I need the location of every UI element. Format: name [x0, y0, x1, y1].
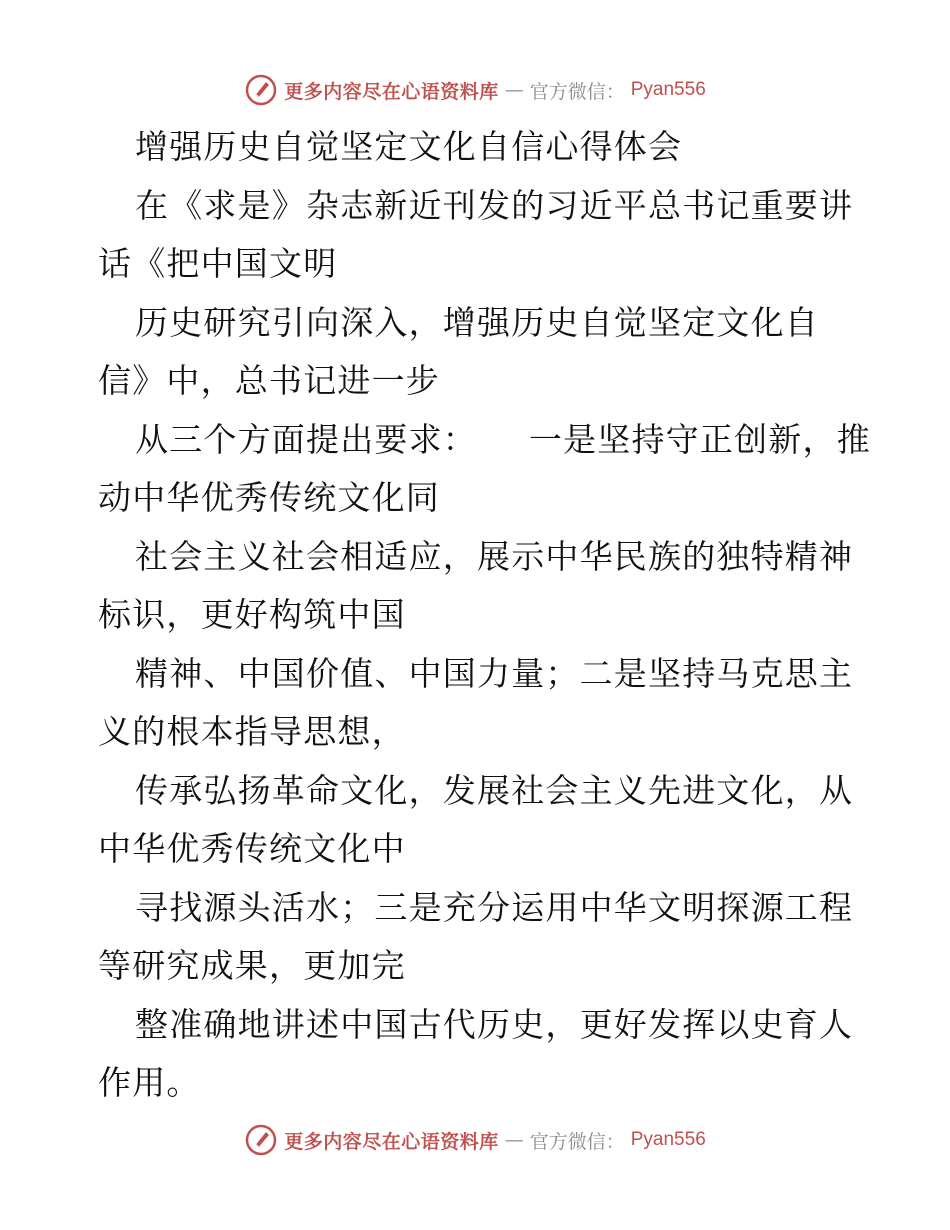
header-watermark: [0, 68, 950, 112]
text-line: 在《求是》杂志新近刊发的习近平总书记重要讲: [135, 185, 854, 225]
text-line: 社会主义社会相适应，展示中华民族的独特精神: [135, 536, 854, 576]
watermark-wechat-id: Pyan556: [630, 79, 706, 100]
pen-nib-circle-icon: [244, 1123, 278, 1157]
text-line: 等研究成果，更加完: [98, 946, 406, 985]
text-line: 话《把中国文明: [98, 244, 338, 283]
watermark-separator: —: [504, 79, 524, 101]
text-line: 标识，更好构筑中国: [98, 595, 406, 634]
text-line: 传承弘扬革命文化，发展社会主义先进文化，从: [135, 770, 854, 810]
text-line: 从三个方面提出要求： 一是坚持守正创新，推: [135, 419, 871, 459]
document-body: [98, 118, 871, 1113]
document-title: 增强历史自觉坚定文化自信心得体会: [135, 127, 683, 166]
text-line: 寻找源头活水；三是充分运用中华文明探源工程: [135, 887, 854, 927]
text-line: 整准确地讲述中国古代历史，更好发挥以史育人: [135, 1004, 854, 1044]
text-line: 义的根本指导思想，: [98, 712, 406, 751]
text-line: 精神、中国价值、中国力量；二是坚持马克思主: [135, 653, 854, 693]
watermark-official-label: 官方微信：: [529, 1130, 625, 1153]
footer-watermark: [0, 1118, 950, 1162]
watermark-separator: —: [504, 1129, 524, 1151]
text-line: 动中华优秀传统文化同: [98, 478, 440, 517]
watermark-brand: 更多内容尽在心语资料库: [284, 80, 499, 103]
watermark-brand: 更多内容尽在心语资料库: [284, 1130, 499, 1153]
text-line: 作用。: [98, 1063, 201, 1102]
text-line: 中华优秀传统文化中: [98, 829, 406, 868]
pen-nib-circle-icon: [244, 73, 278, 107]
text-line: 历史研究引向深入，增强历史自觉坚定文化自: [135, 302, 819, 342]
text-line: 信》中，总书记进一步: [98, 361, 440, 400]
watermark-official-label: 官方微信：: [529, 80, 625, 103]
watermark-wechat-id: Pyan556: [630, 1129, 706, 1150]
